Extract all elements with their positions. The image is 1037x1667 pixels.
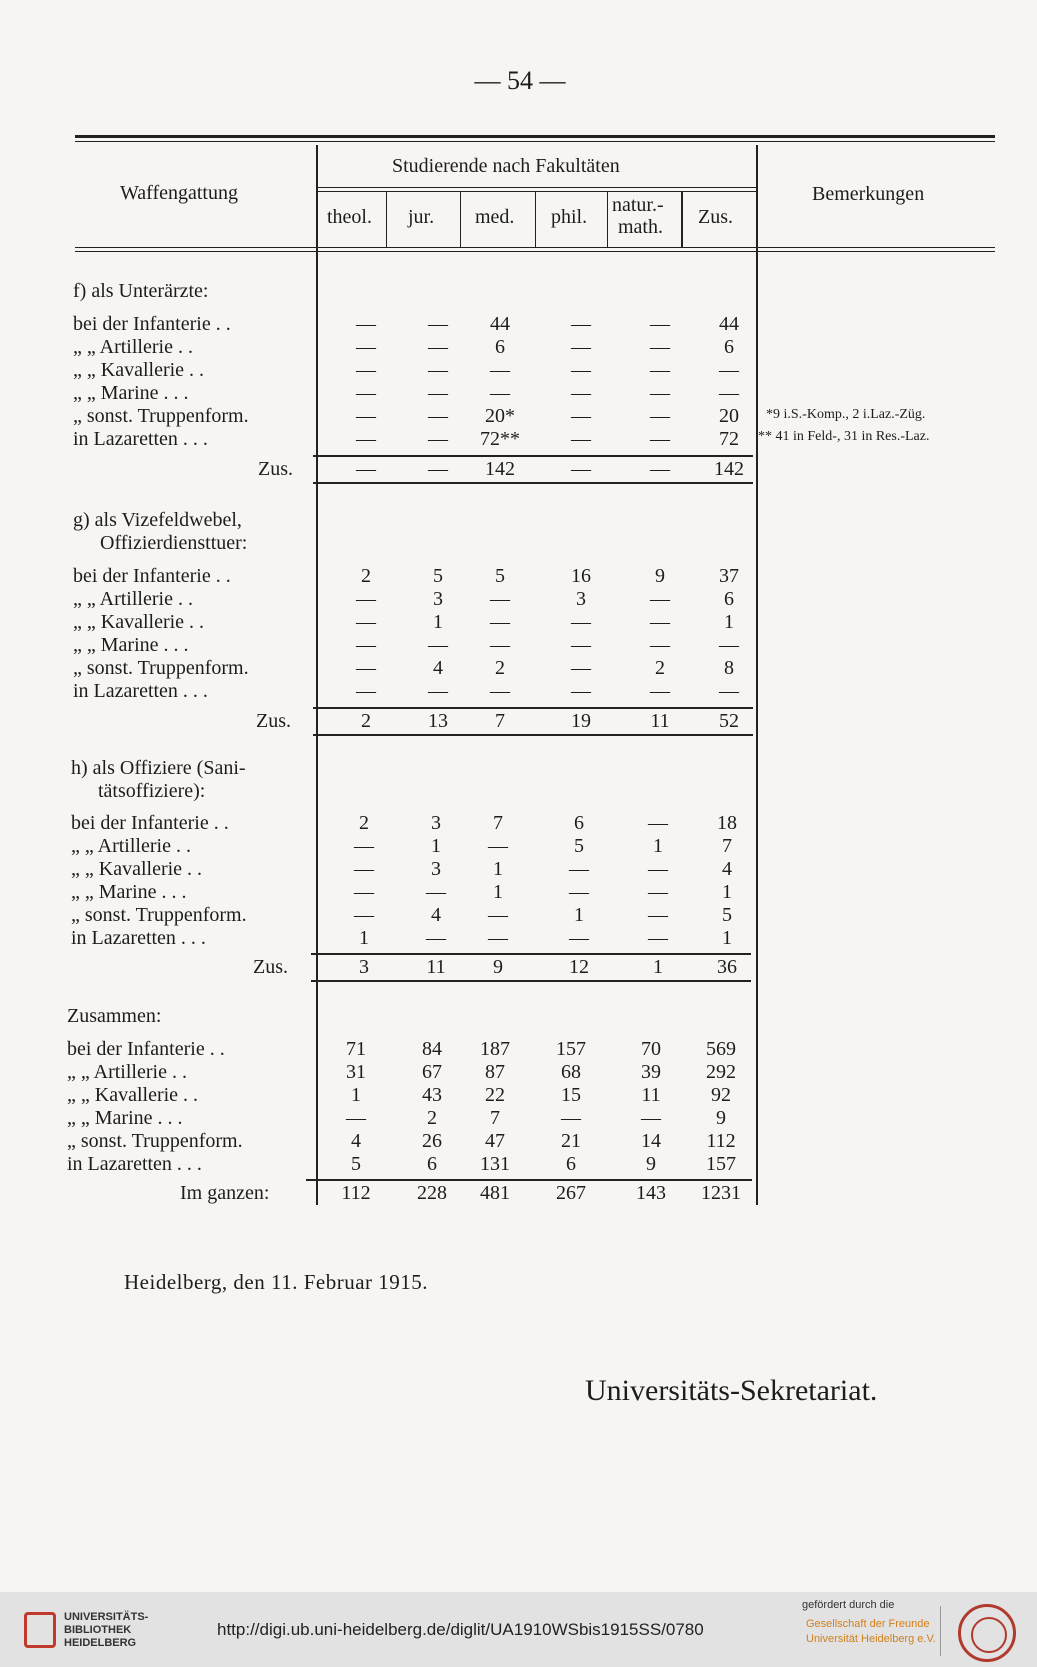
row-label: „ „ Kavallerie . . <box>73 359 205 381</box>
cell: — <box>428 405 448 427</box>
col-line-3 <box>535 192 536 247</box>
total-cell: 19 <box>571 710 591 732</box>
cell: — <box>428 336 448 358</box>
cell: — <box>650 680 670 702</box>
total-cell: 52 <box>719 710 739 732</box>
grand-total-cell: 267 <box>556 1182 586 1204</box>
cell: — <box>648 812 668 834</box>
cell: 2 <box>427 1107 437 1129</box>
section-f-title: f) als Unterärzte: <box>73 280 209 302</box>
footer-divider <box>940 1606 941 1656</box>
cell: 569 <box>706 1038 736 1060</box>
row-label: in Lazaretten . . . <box>73 428 208 450</box>
cell: — <box>356 428 376 450</box>
row-label: „ „ Marine . . . <box>73 382 189 404</box>
cell: 92 <box>711 1084 731 1106</box>
row-label: bei der Infanterie . . <box>67 1038 225 1060</box>
cell: 7 <box>493 812 503 834</box>
cell: — <box>428 428 448 450</box>
cell: 7 <box>490 1107 500 1129</box>
cell: 31 <box>346 1061 366 1083</box>
cell: — <box>648 881 668 903</box>
cell: 1 <box>431 835 441 857</box>
cell: — <box>490 680 510 702</box>
cell: — <box>428 359 448 381</box>
cell: — <box>490 588 510 610</box>
place-date: Heidelberg, den 11. Februar 1915. <box>124 1270 429 1294</box>
cell: 68 <box>561 1061 581 1083</box>
total-cell: 1 <box>653 956 663 978</box>
row-label: „ „ Marine . . . <box>71 881 187 903</box>
cell: 157 <box>706 1153 736 1175</box>
cell: 20 <box>719 405 739 427</box>
col-line-5 <box>681 192 683 247</box>
library-logo-icon <box>24 1612 56 1648</box>
cell: — <box>719 634 739 656</box>
cell: 7 <box>722 835 732 857</box>
cell: — <box>490 359 510 381</box>
cell: — <box>490 634 510 656</box>
col-natur: natur.- <box>612 194 664 216</box>
col-jur: jur. <box>408 206 435 228</box>
cell: 6 <box>724 336 734 358</box>
row-label: „ „ Artillerie . . <box>71 835 191 857</box>
total-cell: 12 <box>569 956 589 978</box>
cell: — <box>428 313 448 335</box>
cell: 5 <box>722 904 732 926</box>
cell: — <box>719 382 739 404</box>
cell: 1 <box>724 611 734 633</box>
cell: 87 <box>485 1061 505 1083</box>
total-rule <box>311 953 751 955</box>
cell: — <box>571 405 591 427</box>
total-cell: — <box>356 458 376 480</box>
permalink-url[interactable]: http://digi.ub.uni-heidelberg.de/diglit/UA1910WSbis1915SS/0780 <box>217 1620 704 1639</box>
total-cell: 142 <box>485 458 515 480</box>
cell: 1 <box>493 881 503 903</box>
cell: — <box>490 382 510 404</box>
cell: 11 <box>641 1084 661 1106</box>
remark-note: ** 41 in Feld-, 31 in Res.-Laz. <box>758 429 930 444</box>
cell: — <box>426 881 446 903</box>
row-label: bei der Infanterie . . <box>73 313 231 335</box>
cell: 1 <box>722 927 732 949</box>
total-label: Zus. <box>253 956 288 978</box>
cell: 1 <box>722 881 732 903</box>
cell: — <box>356 359 376 381</box>
cell: 187 <box>480 1038 510 1060</box>
total-cell: — <box>650 458 670 480</box>
cell: 3 <box>431 812 441 834</box>
row-label: „ „ Artillerie . . <box>73 336 193 358</box>
cell: — <box>650 405 670 427</box>
cell: — <box>650 611 670 633</box>
total-cell: — <box>428 458 448 480</box>
cell: — <box>356 336 376 358</box>
total-rule <box>313 707 753 709</box>
cell: — <box>569 858 589 880</box>
cell: 22 <box>485 1084 505 1106</box>
cell: 70 <box>641 1038 661 1060</box>
page-number: — 54 — <box>474 66 566 95</box>
cell: 6 <box>724 588 734 610</box>
cell: — <box>569 881 589 903</box>
cell: 2 <box>495 657 505 679</box>
total-cell: 142 <box>714 458 744 480</box>
cell: 157 <box>556 1038 586 1060</box>
row-label: „ „ Kavallerie . . <box>67 1084 199 1106</box>
total-cell: 9 <box>493 956 503 978</box>
col-med: med. <box>475 206 515 228</box>
cell: 1 <box>493 858 503 880</box>
total-cell: 7 <box>495 710 505 732</box>
row-label: bei der Infanterie . . <box>71 812 229 834</box>
cell: — <box>428 680 448 702</box>
cell: — <box>426 927 446 949</box>
cell: 16 <box>571 565 591 587</box>
cell: 1 <box>433 611 443 633</box>
cell: 21 <box>561 1130 581 1152</box>
cell: — <box>571 359 591 381</box>
header-group: Studierende nach Fakultäten <box>392 155 620 177</box>
total-rule <box>313 734 753 736</box>
cell: 4 <box>351 1130 361 1152</box>
cell: 84 <box>422 1038 442 1060</box>
grand-total-cell: 112 <box>341 1182 371 1204</box>
col-zus: Zus. <box>698 206 733 228</box>
cell: 1 <box>653 835 663 857</box>
cell: — <box>648 927 668 949</box>
cell: — <box>648 858 668 880</box>
cell: 26 <box>422 1130 442 1152</box>
cell: 4 <box>722 858 732 880</box>
cell: — <box>650 359 670 381</box>
cell: — <box>354 881 374 903</box>
cell: — <box>571 611 591 633</box>
cell: 5 <box>495 565 505 587</box>
cell: — <box>356 634 376 656</box>
section-g-title-line2: Offizierdiensttuer: <box>100 532 248 554</box>
row-label: „ sonst. Truppenform. <box>73 405 249 427</box>
cell: 44 <box>719 313 739 335</box>
col-natur-line2: math. <box>618 216 663 238</box>
group-underline-2 <box>317 191 757 192</box>
cell: 3 <box>576 588 586 610</box>
total-cell: 36 <box>717 956 737 978</box>
cell: — <box>571 313 591 335</box>
cell: 44 <box>490 313 510 335</box>
cell: — <box>488 927 508 949</box>
cell: — <box>428 634 448 656</box>
society-name-line: Universität Heidelberg e.V. <box>806 1633 936 1645</box>
cell: 4 <box>433 657 443 679</box>
cell: 47 <box>485 1130 505 1152</box>
grand-total-label: Im ganzen: <box>180 1182 270 1204</box>
col-line-left <box>316 145 318 1205</box>
cell: 43 <box>422 1084 442 1106</box>
funded-by-text: gefördert durch die <box>802 1599 895 1611</box>
cell: 72 <box>719 428 739 450</box>
cell: 3 <box>433 588 443 610</box>
university-seal-icon <box>958 1604 1016 1662</box>
cell: 6 <box>566 1153 576 1175</box>
cell: 39 <box>641 1061 661 1083</box>
cell: — <box>356 611 376 633</box>
cell: 5 <box>433 565 443 587</box>
cell: — <box>719 680 739 702</box>
remark-note: *9 i.S.-Komp., 2 i.Laz.-Züg. <box>766 407 926 422</box>
cell: — <box>719 359 739 381</box>
library-name-line: UNIVERSITÄTS- <box>64 1611 149 1623</box>
cell: 2 <box>359 812 369 834</box>
total-cell: 3 <box>359 956 369 978</box>
grand-total-rule <box>306 1179 752 1181</box>
cell: 2 <box>655 657 665 679</box>
cell: 72** <box>480 428 520 450</box>
cell: 9 <box>655 565 665 587</box>
cell: — <box>354 858 374 880</box>
row-label: „ „ Artillerie . . <box>67 1061 187 1083</box>
cell: 6 <box>574 812 584 834</box>
library-name-line: BIBLIOTHEK <box>64 1624 132 1636</box>
cell: 9 <box>716 1107 726 1129</box>
total-cell: 13 <box>428 710 448 732</box>
cell: 15 <box>561 1084 581 1106</box>
cell: — <box>641 1107 661 1129</box>
cell: 6 <box>495 336 505 358</box>
row-label: „ „ Marine . . . <box>67 1107 183 1129</box>
cell: — <box>648 904 668 926</box>
cell: — <box>356 405 376 427</box>
grand-total-cell: 228 <box>417 1182 447 1204</box>
cell: — <box>571 336 591 358</box>
row-label: „ sonst. Truppenform. <box>73 657 249 679</box>
col-phil: phil. <box>551 206 588 228</box>
cell: — <box>571 382 591 404</box>
total-cell: — <box>571 458 591 480</box>
total-rule <box>311 980 751 982</box>
cell: — <box>571 634 591 656</box>
row-label: „ sonst. Truppenform. <box>71 904 247 926</box>
header-bottom-rule-2 <box>75 251 995 252</box>
col-theol: theol. <box>327 206 372 228</box>
total-rule <box>313 482 753 484</box>
cell: — <box>356 680 376 702</box>
cell: — <box>569 927 589 949</box>
cell: 14 <box>641 1130 661 1152</box>
total-cell: 2 <box>361 710 371 732</box>
signature: Universitäts-Sekretariat. <box>585 1374 878 1407</box>
section-zusammen-title: Zusammen: <box>67 1005 162 1027</box>
cell: 6 <box>427 1153 437 1175</box>
row-label: in Lazaretten . . . <box>73 680 208 702</box>
cell: 37 <box>719 565 739 587</box>
cell: 292 <box>706 1061 736 1083</box>
cell: — <box>354 835 374 857</box>
row-label: „ sonst. Truppenform. <box>67 1130 243 1152</box>
row-label: „ „ Kavallerie . . <box>71 858 203 880</box>
cell: — <box>488 835 508 857</box>
cell: — <box>650 336 670 358</box>
cell: — <box>650 428 670 450</box>
cell: — <box>571 428 591 450</box>
cell: 67 <box>422 1061 442 1083</box>
cell: — <box>561 1107 581 1129</box>
total-cell: 11 <box>650 710 670 732</box>
row-label: in Lazaretten . . . <box>71 927 206 949</box>
library-name-line: HEIDELBERG <box>64 1637 137 1649</box>
society-name-line: Gesellschaft der Freunde <box>806 1618 930 1630</box>
total-cell: 11 <box>426 956 446 978</box>
col-line-4 <box>607 192 608 247</box>
cell: 5 <box>574 835 584 857</box>
row-label: in Lazaretten . . . <box>67 1153 202 1175</box>
cell: 1 <box>359 927 369 949</box>
cell: — <box>354 904 374 926</box>
cell: — <box>356 588 376 610</box>
grand-total-cell: 481 <box>480 1182 510 1204</box>
cell: — <box>650 382 670 404</box>
cell: 1 <box>574 904 584 926</box>
grand-total-cell: 143 <box>636 1182 666 1204</box>
cell: 71 <box>346 1038 366 1060</box>
cell: — <box>571 657 591 679</box>
section-h-title: h) als Offiziere (Sani- <box>71 757 246 779</box>
total-rule <box>313 455 753 457</box>
header-waffengattung: Waffengattung <box>120 182 238 204</box>
total-label: Zus. <box>256 710 291 732</box>
row-label: bei der Infanterie . . <box>73 565 231 587</box>
cell: — <box>356 313 376 335</box>
section-h-title-line2: tätsoffiziere): <box>98 780 206 802</box>
cell: 112 <box>706 1130 736 1152</box>
header-bemerkungen: Bemerkungen <box>812 183 925 205</box>
cell: 5 <box>351 1153 361 1175</box>
cell: — <box>488 904 508 926</box>
col-line-2 <box>460 192 461 247</box>
cell: 1 <box>351 1084 361 1106</box>
header-bottom-rule-1 <box>75 247 995 248</box>
cell: — <box>650 634 670 656</box>
col-line-1 <box>386 192 387 247</box>
group-underline-1 <box>317 187 757 188</box>
row-label: „ „ Kavallerie . . <box>73 611 205 633</box>
cell: — <box>490 611 510 633</box>
cell: — <box>650 588 670 610</box>
row-label: „ „ Artillerie . . <box>73 588 193 610</box>
cell: — <box>571 680 591 702</box>
cell: — <box>356 382 376 404</box>
cell: 2 <box>361 565 371 587</box>
grand-total-cell: 1231 <box>701 1182 741 1204</box>
cell: 9 <box>646 1153 656 1175</box>
top-rule-thick <box>75 135 995 138</box>
cell: 20* <box>485 405 515 427</box>
cell: — <box>650 313 670 335</box>
cell: 18 <box>717 812 737 834</box>
cell: 131 <box>480 1153 510 1175</box>
cell: — <box>356 657 376 679</box>
section-g-title: g) als Vizefeldwebel, <box>73 509 242 531</box>
cell: 4 <box>431 904 441 926</box>
cell: — <box>428 382 448 404</box>
cell: — <box>346 1107 366 1129</box>
row-label: „ „ Marine . . . <box>73 634 189 656</box>
total-label: Zus. <box>258 458 293 480</box>
cell: 3 <box>431 858 441 880</box>
cell: 8 <box>724 657 734 679</box>
top-rule-thin <box>75 141 995 142</box>
digitization-footer <box>0 1592 1037 1667</box>
